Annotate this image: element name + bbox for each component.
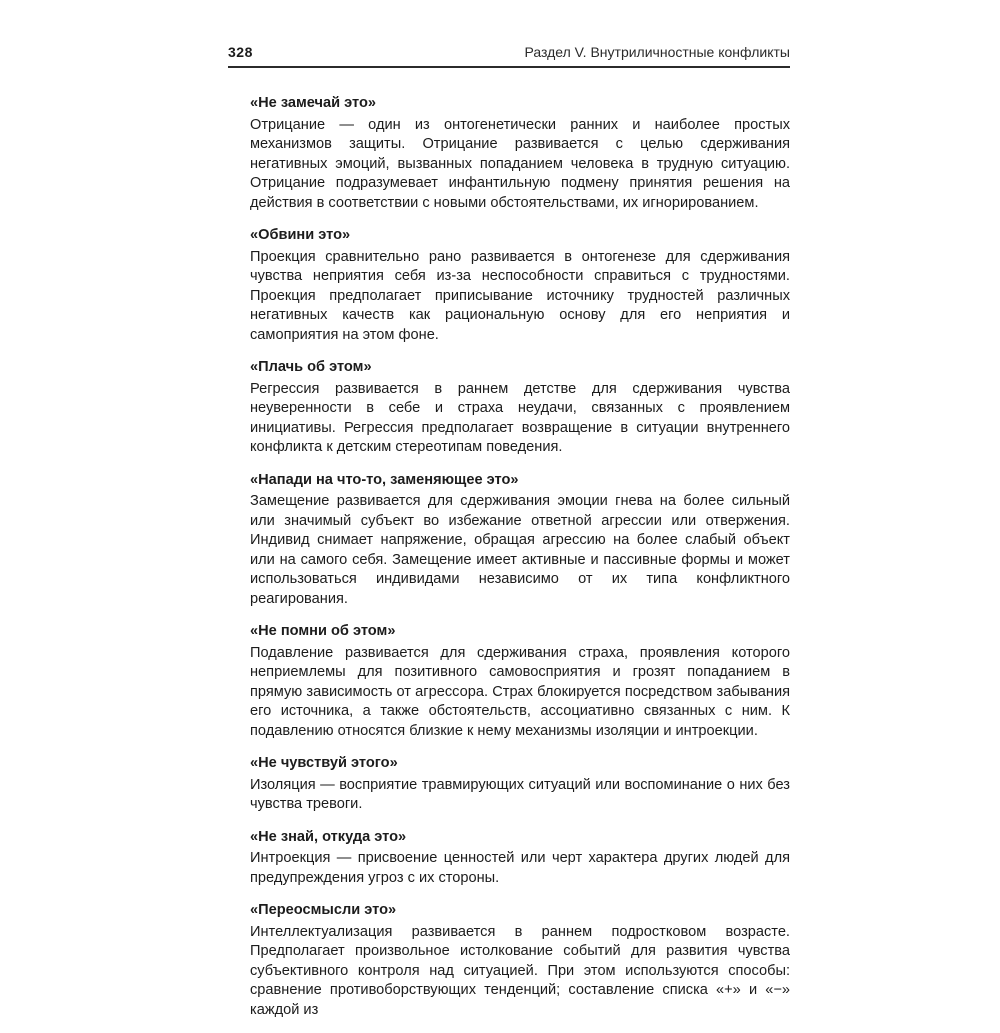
section-denial — [250, 94, 790, 213]
section-intellectualization — [250, 901, 790, 1020]
page-content — [250, 94, 790, 1033]
section-isolation — [250, 754, 790, 815]
section-heading: «Не знай, откуда это» — [250, 828, 407, 845]
page-number: 328 — [228, 44, 253, 60]
section-heading: «Плачь об этом» — [250, 359, 372, 375]
section-body: Интроекция — присвоение ценностей или черт характера других людей для предупреждения угроз с их стороны. — [250, 850, 790, 886]
section-regression — [250, 358, 790, 458]
section-heading: «Напади на что-то, заменяющее это» — [250, 471, 519, 488]
section-suppression — [250, 622, 790, 741]
section-body: Регрессия развивается в раннем детстве для сдерживания чувства неуверенности в себе и страха неудачи, связанных с проявлением инициативы. Регрессия предполагает возвращение в ситуации внутреннего конфликта к детским стереотипам поведения. — [250, 380, 790, 455]
section-body: Отрицание — один из онтогенетически ранних и наиболее простых механизмов защиты. Отрицание развивается с целью сдерживания негативных эмоций, вызванных попаданием человека в трудную ситуацию. Отрицание подразумевает инфантильную подмену принятия решения на действия в соответствии с новыми обстоятельствами, их игнорированием. — [250, 116, 790, 211]
section-projection — [250, 226, 790, 345]
section-body: Интеллектуализация развивается в раннем подростковом возрасте. Предполагает произвольное истолкование событий для развития чувства субъективного контроля над ситуацией. При этом используются способы: сравнение противоборствующих тенденций; составление списка «+» и «−» каждой из — [250, 923, 790, 1018]
running-title: Раздел V. Внутриличностные конфликты — [524, 44, 790, 60]
section-displacement — [250, 471, 790, 610]
section-body: Подавление развивается для сдерживания страха, проявления которого неприемлемы для позитивного самовосприятия и грозят попаданием в прямую зависимость от агрессора. Страх блокируется посредством забывания его источника, а также обстоятельств, ассоциативно связанных с ним. К подавлению относятся близкие к нему механизмы изоляции и интроекции. — [250, 644, 790, 739]
section-heading: «Переосмысли это» — [250, 902, 397, 918]
page-header — [228, 44, 790, 68]
section-heading: «Не замечай это» — [250, 95, 377, 111]
section-body: Замещение развивается для сдерживания эмоции гнева на более сильный или значимый субъект во избежание ответной агрессии или отвержения. Индивид снимает напряжение, обращая агрессию на более слабый объект или на самого себя. Замещение имеет активные и пассивные формы и может использоваться индивидами независимо от их типа конфликтного реагирования. — [250, 493, 790, 607]
section-heading: «Обвини это» — [250, 227, 351, 243]
section-introjection — [250, 828, 790, 889]
section-heading: «Не помни об этом» — [250, 623, 396, 639]
section-body: Изоляция — восприятие травмирующих ситуаций или воспоминание о них без чувства тревоги. — [250, 776, 790, 812]
section-body: Проекция сравнительно рано развивается в онтогенезе для сдерживания чувства неприятия себя из-за неспособности справиться с трудностями. Проекция предполагает приписывание источнику трудностей различных негативных качеств как рациональную основу для его неприятия и самоприятия на этом фоне. — [250, 248, 790, 343]
section-heading: «Не чувствуй этого» — [250, 755, 398, 771]
